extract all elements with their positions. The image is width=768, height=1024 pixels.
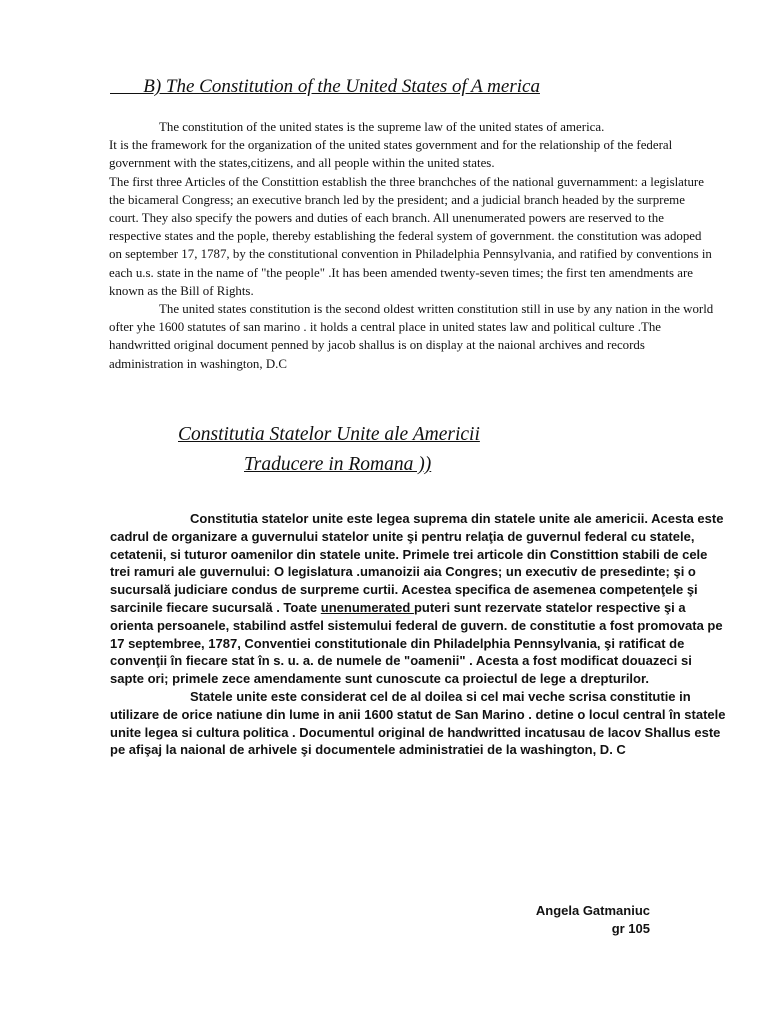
romanian-paragraph-1 (110, 510, 726, 688)
author-group: gr 105 (611, 921, 650, 936)
underlined-word: unenumerated (320, 599, 414, 615)
romanian-title-line-2: Traducere in Romana )) (244, 454, 432, 475)
signature-block (500, 902, 650, 938)
romanian-title-line-1: Constitutia Statelor Unite ale Americii (178, 424, 480, 445)
romanian-paragraph-2: Statele unite este considerat cel de al doilea si cel mai veche scrisa constitutie in utilizare de orice natiune din lume in anii 1600 statut de San Marino . detine o locul central în statele unite legea si cultura politica . Documentul original de handwritted incatusau de lacov Shallus este pe afişaj la naional de arhivele şi documentele administratiei de la washington, D. C (110, 688, 726, 758)
romanian-text (110, 510, 726, 759)
romanian-paragraph-1-part-2: puteri sunt rezervate statelor respective şi a orienta persoanele, stabilind astfel sistemului federal de guvern. de constitutie a fost promovata pe 17 septembree, 1787, Conventiei constitutionale din Philadelphia Pennsylvania, şi ratificat de convenţii în fiecare stat în s. u. a. de numele de "oamenii" . Acesta a fost modificat douazeci si sapte ori; primele zece amendamente sunt cunoscute ca proiectul de lege a drepturilor. (110, 599, 723, 687)
romanian-paragraph-1-part-1: Constitutia statelor unite este legea suprema din statele unite ale americii. Acesta este cadrul de organizare a guvernului statelor unite şi pentru relaţia de guvernul federal cu statele, cetatenii, si tuturor oamenilor din statele unite. Primele trei articole din Constittion stabili de cele trei ramuri ale guvernului: O legislatura .umanoizii aia Congres; un executiv de presedinte; şi o sucursală judiciare condus de surpreme curtii. Acestea specifica de asemenea competenţele şi sarcinile fiecare sucursală . Toate (110, 511, 724, 615)
english-title: B) The Constitution of the United States of A merica (110, 76, 540, 97)
english-paragraph-2: It is the framework for the organization of the united states government and for the relationship of the federal government with the states,citizens, and all people within the united states. (109, 138, 673, 171)
author-name: Angela Gatmaniuc (535, 903, 650, 918)
english-paragraph-4: The united states constitution is the second oldest written constitution still in use by any nation in the world ofter yhe 1600 statutes of san marino . it holds a central place in united states law and political culture .The handwritted original document penned by jacob shallus is on display at the naional archives and records administration in washington, D.C (109, 302, 714, 371)
english-paragraph-1: The constitution of the united states is the supreme law of the united states of america. (159, 120, 605, 134)
english-text (109, 118, 715, 373)
english-paragraph-3: The first three Articles of the Constittion establish the three branchches of the national guvernamment: a legislature the bicameral Congress; an executive branch led by the president; and a judicial branch headed by the surpreme court. They also specify the powers and duties of each branch. All unenumerated powers are reserved to the respective states and the pople, thereby establishing the federal system of government. the constitution was adoped on september 17, 1787, by the constitutional convention in Philadelphia Pennsylvania, and ratified by conventions in each u.s. state in the name of "the people" .It has been amended twenty-seven times; the first ten amendments are known as the Bill of Rights. (109, 174, 712, 298)
